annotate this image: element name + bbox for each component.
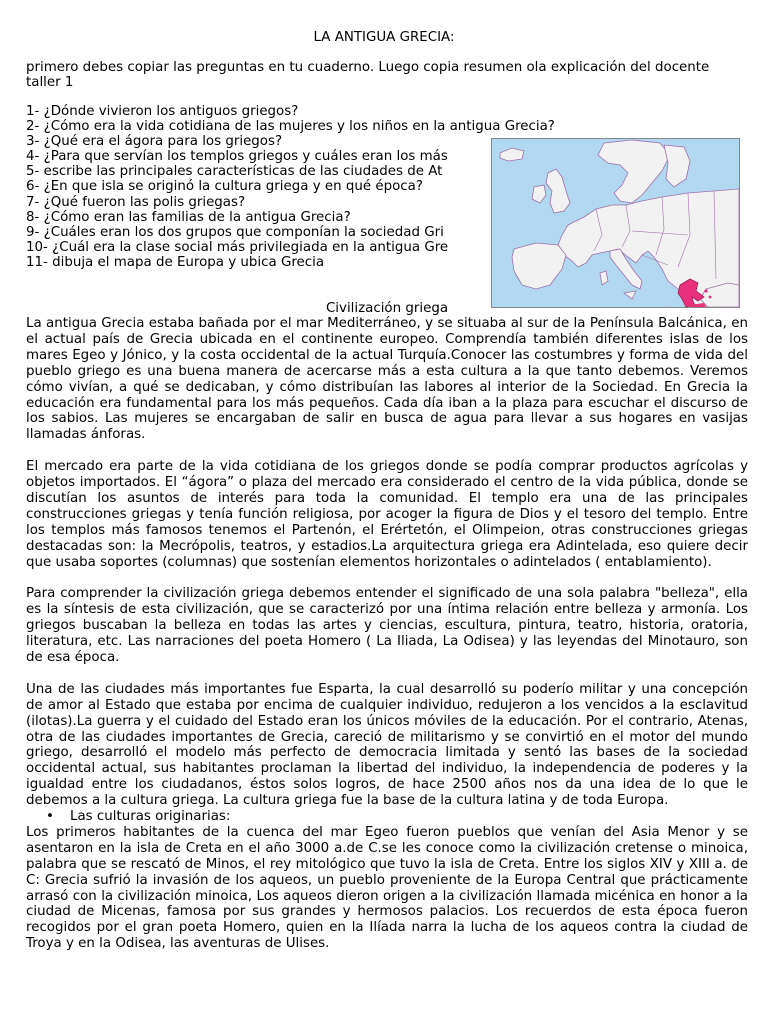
workshop-label: taller 1 [26,75,74,90]
aegean-island [709,296,712,299]
instructions [26,60,746,90]
question-item: 4- ¿Para que servían los templos griegos y cuáles eran los más [26,149,448,165]
bullet-item [26,809,748,825]
question-item: 7- ¿Qué fueron las polis griegas? [26,194,246,210]
document-title: LA ANTIGUA GRECIA: [313,30,455,45]
question-item: 2- ¿Cómo era la vida cotidiana de las mujeres y los niños en la antigua Grecia? [26,119,555,135]
question-item: 5- escribe las principales características de las ciudades de At [26,164,443,180]
europe-map-svg [492,139,739,307]
question-list [26,104,555,270]
question-item: 1- ¿Dónde vivieron los antiguos griegos? [26,104,299,119]
paragraph: Para comprender la civilización griega debemos entender el significado de una sola palabra "belleza", ella es la síntesis de esta civilización, que se caracterizó por una íntima relación entre belleza y armonía. Los griegos buscaban la belleza en todas las artes y ciencias, escultura, pintura, teatro, historia, oratoria, literatura, etc. Las narraciones del poeta Homero ( La Iliada, La Odisea) y las leyendas del Minotauro, son de esa época. [26,586,748,665]
body-text [26,316,748,952]
question-item: 11- dibuja el mapa de Europa y ubica Grecia [26,254,325,270]
paragraph: Los primeros habitantes de la cuenca del mar Egeo fueron pueblos que venían del Asia Menor y se asentaron en la isla de Creta en el año 3000 a.de C.se les conoce como la civilización cretense o minoica, palabra que se rescató de Minos, el rey mitológico que tuvo la isla de Creta. Entre los siglos XIV y XIII a. de C: Grecia sufrió la invasión de los aqueos, un pueblo proveniente de la Europa Central que prácticamente arrasó con la civilización minoica, Los aqueos dieron origen a la civilización llamada micénica en honor a la ciudad de Micenas, famosa por sus grandes y hermosos palacios. Los recuerdos de esta época fueron recogidos por el gran poeta Homero, quien en la Ilíada narra la lucha de los aqueos contra la ciudad de Troya y en la Odisea, las aventuras de Ulises. [26,824,748,952]
europe-map-image [491,138,740,308]
section-title: Civilización griega [325,301,449,316]
bullet-text: Las culturas originarias: [70,809,231,825]
question-item: 9- ¿Cuáles eran los dos grupos que componían la sociedad Gri [26,224,444,240]
paragraph: Una de las ciudades más importantes fue Esparta, la cual desarrolló su poderío militar y una concepción de amor al Estado que estaba por encima de cualquier individuo, redujeron a los vencidos a la esclavitud (ilotas).La guerra y el cuidado del Estado eran los únicos móviles de la educación. Por el contrario, Atenas, otra de las ciudades importantes de Grecia, careció de militarismo y se convirtió en el motor del mundo griego, desarrolló el modelo más perfecto de democracia limitada y sentó las bases de la sociedad occidental actual, sus habitantes proclaman la libertad del individuo, la independencia de poderes y la igualdad entre los ciudadanos, éstos solos logros, de hace 2500 años nos da una idea de lo que le debemos a la cultura griega. La cultura griega fue la base de la cultura latina y de toda Europa. [26,681,748,809]
paragraph: El mercado era parte de la vida cotidiana de los griegos donde se podía comprar productos agrícolas y objetos importados. El “ágora” o plaza del mercado era considerado el centro de la vida pública, donde se discutían los asuntos de interés para toda la comunidad. El templo era una de las principales construcciones griegas y tenía función religiosa, por acoger la figura de Dios y el tesoro del templo. Entre los templos más famosos tenemos el Partenón, el Erértetón, el Olimpeion, otras construcciones griegas destacadas son: la Mecrópolis, teatros, y estadios.La arquitectura griega era Adintelada, eso quiere decir que usaba soportes (columnas) que sostenían elementos horizontales o adintelados ( entablamiento). [26,459,748,570]
question-item: 8- ¿Cómo eran las familias de la antigua Grecia? [26,209,351,225]
question-item: 3- ¿Qué era el ágora para los griegos? [26,134,283,150]
aegean-island [704,289,707,292]
paragraph: La antigua Grecia estaba bañada por el mar Mediterráneo, y se situaba al sur de la Península Balcánica, en el actual país de Grecia ubicada en el continente europeo. Comprendía también diferentes islas de los mares Egeo y Jónico, y la costa occidental de la actual Turquía.Conocer las costumbres y forma de vida del pueblo griego es una buena manera de acercarse más a esta cultura a la que tanto debemos. Veremos cómo vivían, a qué se dedicaban, y cómo distribuían las labores al interior de la Sociedad. En Grecia la educación era fundamental para los más pequeños. Cada día iban a la plaza para escuchar el discurso de los sabios. Las mujeres se encargaban de salir en busca de agua para llevar a sus hogares en vasijas llamadas ánforas. [26,316,748,443]
bullet-icon: • [46,809,54,825]
question-item: 6- ¿En que isla se originó la cultura griega y en qué época? [26,179,423,195]
instructions-text: primero debes copiar las preguntas en tu cuaderno. Luego copia resumen ola explicación del docente [26,60,710,75]
question-item: 10- ¿Cuál era la clase social más privilegiada en la antigua Gre [26,239,449,255]
